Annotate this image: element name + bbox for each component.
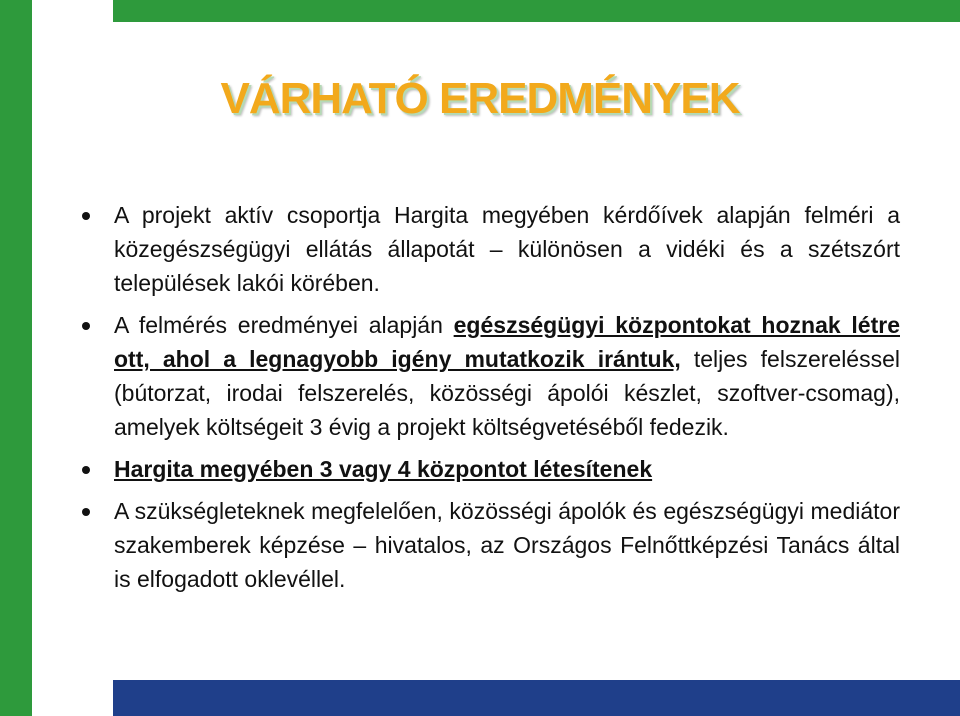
bullet-text-emphasis: Hargita megyében 3 vagy 4 központot létesítenek	[114, 456, 653, 482]
bullet-item-centers	[78, 308, 900, 444]
bullet-dot	[82, 322, 90, 330]
bullet-dot	[82, 508, 90, 516]
slide-content	[78, 198, 900, 604]
top-accent-bar	[113, 0, 960, 22]
bullet-text: A szükségleteknek megfelelően, közösségi ápolók és egészségügyi mediátor szakemberek képzése – hivatalos, az Országos Felnőttképzési Tanács által is elfogadott oklevéllel.	[114, 498, 900, 592]
bullet-dot	[82, 212, 90, 220]
bullet-item-training	[78, 494, 900, 596]
bullet-list	[78, 198, 900, 596]
bottom-accent-bar	[113, 680, 960, 716]
bullet-item-count	[78, 452, 900, 486]
bullet-text-emphasis: egészségügyi központokat hoznak létre ott, ahol a legnagyobb igény mutatkozik irántuk,	[114, 312, 900, 372]
bullet-text-intro: A felmérés eredményei alapján	[114, 312, 454, 338]
bullet-text-rest: teljes felszereléssel (bútorzat, irodai felszerelés, közösségi ápolói készlet, szoftver-csomag), amelyek költségeit 3 évig a projekt költségvetéséből fedezik.	[114, 346, 900, 440]
slide-title: VÁRHATÓ EREDMÉNYEK	[220, 74, 740, 123]
bullet-text: A projekt aktív csoportja Hargita megyében kérdőívek alapján felméri a közegészségügyi ellátás állapotát – különösen a vidéki és a szétszórt települések lakói körében.	[114, 202, 900, 296]
bullet-item-survey	[78, 198, 900, 300]
bullet-dot	[82, 466, 90, 474]
